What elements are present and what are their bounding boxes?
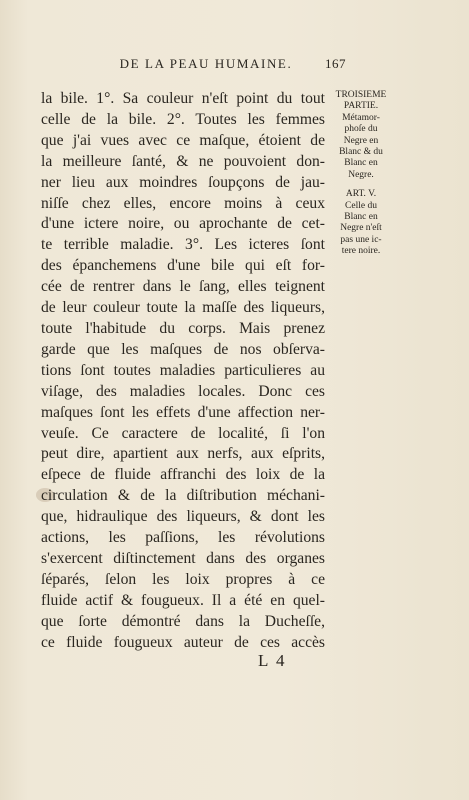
text-line: tions ſont toutes maladies particulieres au xyxy=(41,361,325,379)
text-line: des épanchemens d'une bile qui eſt for- xyxy=(41,257,325,275)
text-line: actions, les paſſions, les révolutions xyxy=(41,529,325,547)
margin-notes xyxy=(330,90,392,258)
text-line: que ſorte démontré dans la Ducheſſe, xyxy=(41,612,325,630)
text-line: la bile. 1°. Sa couleur n'eſt point du tout xyxy=(41,90,325,107)
text-line: que j'ai vues avec ce maſque, étoient de xyxy=(41,131,325,149)
margin-note-line: Negre. xyxy=(348,169,374,180)
text-line: maſques ſont les effets d'une affection ner- xyxy=(41,403,325,421)
text-line: peut dire, apartient aux nerfs, aux eſprits, xyxy=(41,445,325,463)
margin-note-line: Blanc en xyxy=(344,158,378,169)
text-line: ner lieu aux moindres ſoupçons de jau- xyxy=(41,173,325,191)
page-number: 167 xyxy=(325,56,346,71)
margin-note-part xyxy=(330,90,392,181)
margin-note-line: Blanc & du xyxy=(339,147,383,158)
text-line: ce fluide fougueux auteur de ces accès xyxy=(41,633,325,651)
text-line: te terrible maladie. 3°. Les icteres ſont xyxy=(41,236,325,254)
text-line: celle de la bile. 2°. Toutes les femmes xyxy=(41,110,325,128)
margin-note-line: Métamor- xyxy=(342,112,380,123)
running-title: DE LA PEAU HUMAINE. xyxy=(119,56,293,71)
text-line: fluide actif & fougueux. Il a été en quel- xyxy=(41,591,325,609)
text-line: ſéparés, ſelon les loix propres à ce xyxy=(41,570,325,588)
text-line: de leur couleur toute la maſſe des liqueurs, xyxy=(41,299,325,317)
text-line: cée de rentrer dans le ſang, elles teignent xyxy=(41,278,325,296)
margin-note-line: ART. V. xyxy=(345,189,377,200)
margin-note-article xyxy=(330,189,392,257)
text-line: la meilleure ſanté, & ne pouvoient don- xyxy=(41,152,325,170)
text-line: d'une ictere noire, ou aprochante de cet- xyxy=(41,215,325,233)
text-line: toute l'habitude du corps. Mais prenez xyxy=(41,319,325,337)
running-header xyxy=(76,56,346,72)
text-line: veuſe. Ce caractere de localité, ſi l'on xyxy=(41,424,325,442)
body-text xyxy=(41,89,325,653)
margin-note-line: pas une ic- xyxy=(340,234,382,245)
text-line: que, hidraulique des liqueurs, & dont les xyxy=(41,508,325,526)
text-line: eſpece de fluide affranchi des loix de la xyxy=(41,466,325,484)
text-line: circulation & de la diſtribution méchani- xyxy=(41,487,325,505)
text-line: niſſe chez elles, encore moins à ceux xyxy=(41,194,325,212)
signature-mark: L 4 xyxy=(258,651,287,670)
margin-note-line: Celle du xyxy=(345,200,377,211)
margin-note-line: Negre en xyxy=(343,135,379,146)
margin-note-line: PARTIE. xyxy=(343,101,379,112)
margin-note-line: phoſe du xyxy=(344,124,378,135)
margin-note-line: Negre n'eſt xyxy=(340,223,382,234)
text-line: s'exercent diſtinctement dans des organes xyxy=(41,549,325,567)
text-line: viſage, des maladies locales. Donc ces xyxy=(41,382,325,400)
margin-note-line: TROISIEME xyxy=(335,90,387,100)
margin-note-line: Blanc en xyxy=(344,212,378,223)
margin-note-line: tere noire. xyxy=(341,246,381,257)
text-line: garde que les maſques de nos obſerva- xyxy=(41,340,325,358)
